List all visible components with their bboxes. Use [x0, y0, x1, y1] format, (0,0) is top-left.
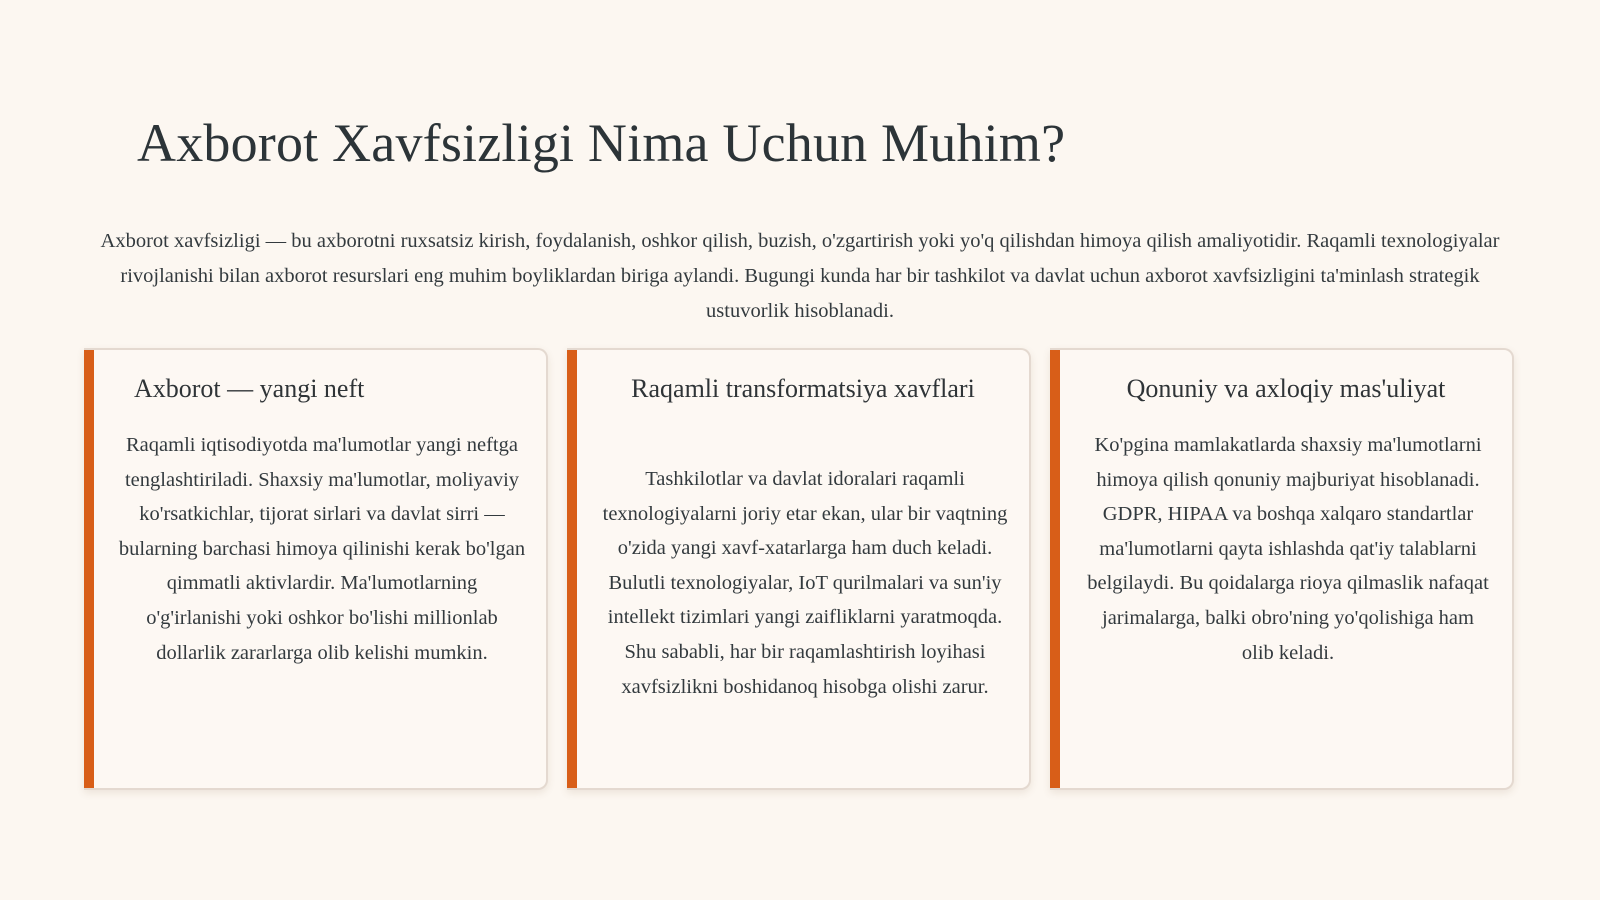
card-body: Tashkilotlar va davlat idoralari raqamli texnologiyalarni joriy etar ekan, ular bir vaqtning o'zida yangi xavf-xatarlarga ham duch keladi. Bulutli texnologiyalar, IoT qurilmalari va sun'iy intellekt tizimlari yangi zaifliklarni yaratmoqda. Shu sababli, har bir raqamlashtirish loyihasi xavfsizlikni boshidanoq hisobga olishi zarur. — [602, 468, 1008, 698]
card-legal-ethical-responsibility — [1050, 348, 1514, 790]
card-body: Ko'pgina mamlakatlarda shaxsiy ma'lumotlarni himoya qilish qonuniy majburiyat hisoblanadi. GDPR, HIPAA va boshqa xalqaro standartlar ma'lumotlarni qayta ishlashda qat'iy talablarni belgilaydi. Bu qoidalarga rioya qilmaslik nafaqat jarimalarga, balki obro'ning yo'qolishiga ham olib keladi. — [1087, 434, 1489, 664]
card-title: Raqamli transformatsiya xavflari — [631, 374, 975, 403]
card-accent-bar — [84, 350, 94, 788]
card-digital-transformation-risks — [567, 348, 1031, 790]
intro-paragraph: Axborot xavfsizligi — bu axborotni ruxsatsiz kirish, foydalanish, oshkor qilish, buzish, o'zgartirish yoki yo'q qilishdan himoya qilish amaliyotidir. Raqamli texnologiyalar rivojlanishi bilan axborot resurslari eng muhim boyliklardan biriga aylandi. Bugungi kunda har bir tashkilot va davlat uchun axborot xavfsizligini ta'minlash strategik ustuvorlik hisoblanadi. — [100, 230, 1500, 322]
card-information-new-oil — [84, 348, 548, 790]
card-accent-bar — [567, 350, 577, 788]
card-accent-bar — [1050, 350, 1060, 788]
card-title: Qonuniy va axloqiy mas'uliyat — [1126, 374, 1446, 403]
card-body: Raqamli iqtisodiyotda ma'lumotlar yangi neftga tenglashtiriladi. Shaxsiy ma'lumotlar, moliyaviy ko'rsatkichlar, tijorat sirlari va davlat sirri — bularning barchasi himoya qilinishi kerak bo'lgan qimmatli aktivlardir. Ma'lumotlarning o'g'irlanishi yoki oshkor bo'lishi millionlab dollarlik zararlarga olib kelishi mumkin. — [118, 434, 526, 664]
slide-title: Axborot Xavfsizligi Nima Uchun Muhim? — [137, 113, 1066, 173]
card-title: Axborot — yangi neft — [134, 374, 365, 403]
